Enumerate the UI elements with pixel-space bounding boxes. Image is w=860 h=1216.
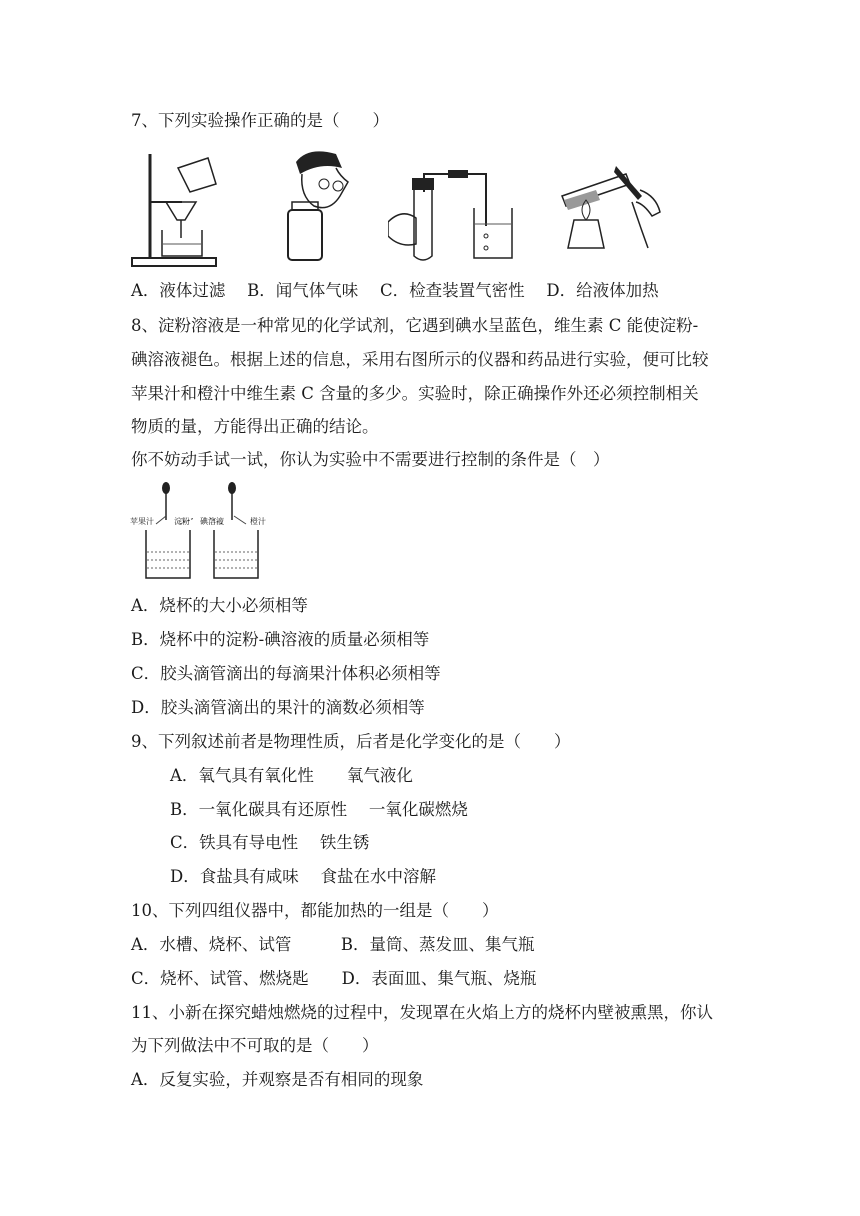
q8-line-4: 物质的量，方能得出正确的结论。 — [131, 417, 379, 436]
q8-option-b: B．烧杯中的淀粉-碘溶液的质量必须相等 — [131, 630, 430, 649]
q10-options-cd: C．烧杯、试管、燃烧匙 D．表面皿、集气瓶、烧瓶 — [131, 969, 537, 988]
filtration-figure — [130, 150, 220, 268]
airtight-check-figure — [388, 152, 518, 266]
q9-option-a: A．氧气具有氧化性 氧气液化 — [170, 766, 413, 785]
q9-option-d: D．食盐具有咸味 食盐在水中溶解 — [170, 867, 436, 886]
q7-stem: 7、下列实验操作正确的是（ ） — [131, 111, 389, 130]
q8-option-a: A．烧杯的大小必须相等 — [131, 596, 308, 615]
heating-liquid-figure — [556, 156, 666, 258]
q9-stem: 9、下列叙述前者是物理性质，后者是化学变化的是（ ） — [131, 732, 571, 751]
q10-options-ab: A．水槽、烧杯、试管 B．量筒、蒸发皿、集气瓶 — [131, 935, 535, 954]
q7-options: A．液体过滤 B．闻气体气味 C．检查装置气密性 D．给液体加热 — [131, 281, 659, 300]
orange-juice-label: 橙汁 — [250, 517, 266, 526]
q8-line-1: 8、淀粉溶液是一种常见的化学试剂，它遇到碘水呈蓝色，维生素 C 能使淀粉- — [131, 316, 699, 335]
q11-line-1: 11、小新在探究蜡烛燃烧的过程中，发现罩在火焰上方的烧杯内壁被熏黑，你认 — [131, 1003, 713, 1022]
q10-stem: 10、下列四组仪器中，都能加热的一组是（ ） — [131, 901, 499, 920]
vitamin-c-figure — [130, 480, 278, 584]
q9-option-b: B．一氧化碳具有还原性 一氧化碳燃烧 — [170, 800, 468, 819]
q11-line-2: 为下列做法中不可取的是（ ） — [131, 1036, 379, 1055]
q8-option-d: D．胶头滴管滴出的果汁的滴数必须相等 — [131, 698, 425, 717]
q8-line-2: 碘溶液褪色。根据上述的信息，采用右图所示的仪器和药品进行实验，便可比较 — [131, 350, 709, 369]
smell-gas-figure — [278, 146, 358, 266]
iodine-label: 碘溶液 — [200, 517, 224, 526]
q8-line-3: 苹果汁和橙汁中维生素 C 含量的多少。实验时，除正确操作外还必须控制相关 — [131, 384, 699, 403]
starch-label: 淀粉 — [174, 517, 190, 526]
q9-option-c: C．铁具有导电性 铁生锈 — [170, 833, 370, 852]
apple-juice-label: 苹果汁 — [130, 517, 154, 526]
q8-option-c: C．胶头滴管滴出的每滴果汁体积必须相等 — [131, 664, 441, 683]
q8-line-5: 你不妨动手试一试，你认为实验中不需要进行控制的条件是（ ） — [131, 450, 610, 469]
q11-option-a: A．反复实验，并观察是否有相同的现象 — [131, 1070, 424, 1089]
